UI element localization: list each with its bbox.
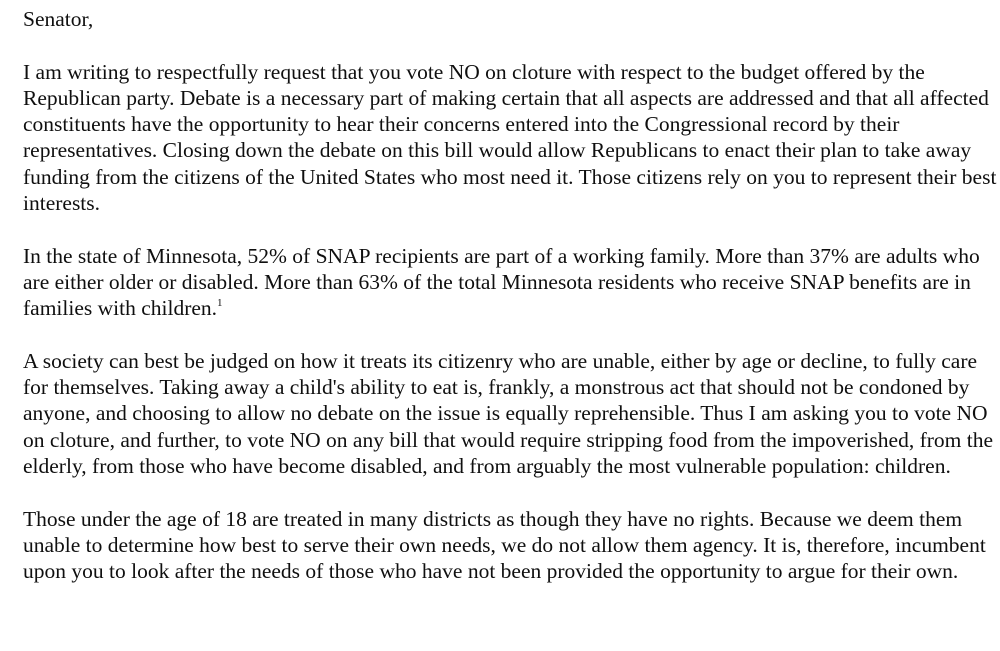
paragraph-minors-rights: Those under the age of 18 are treated in many districts as though they have no rights. Because we deem them unable to determine how best to serve their own needs, we do not allow them agency. It is, therefore, incumbent upon you to look after the needs of those who have not been provided the opportunity to argue for their own.: [23, 506, 986, 584]
paragraph-cloture-request: I am writing to respectfully request that you vote NO on cloture with respect to the budget offered by the Republican party. Debate is a necessary part of making certain that all aspects are addressed and that all affected constituents have the opportunity to hear their concerns entered into the Congressional record by their representatives. Closing down the debate on this bill would allow Republicans to enact their plan to take away funding from the citizens of the United States who most need it. Those citizens rely on you to represent their best interests.: [23, 59, 997, 216]
snap-statistics-text: In the state of Minnesota, 52% of SNAP recipients are part of a working family. More than 37% are adults who are either older or disabled. More than 63% of the total Minnesota residents who receive SNAP benefits are in families with children.: [23, 243, 980, 321]
paragraph-snap-statistics: [23, 243, 998, 322]
paragraph-society-judgement: A society can best be judged on how it treats its citizenry who are unable, either by age or decline, to fully care for themselves. Taking away a child's ability to eat is, frankly, a monstrous act that should not be condoned by anyone, and choosing to allow no debate on the issue is equally reprehensible. Thus I am asking you to vote NO on cloture, and further, to vote NO on any bill that would require stripping food from the impoverished, from the elderly, from those who have become disabled, and from arguably the most vulnerable population: children.: [23, 348, 993, 479]
salutation: Senator,: [23, 7, 94, 31]
letter-body: [23, 6, 998, 585]
footnote-marker: 1: [217, 297, 223, 310]
